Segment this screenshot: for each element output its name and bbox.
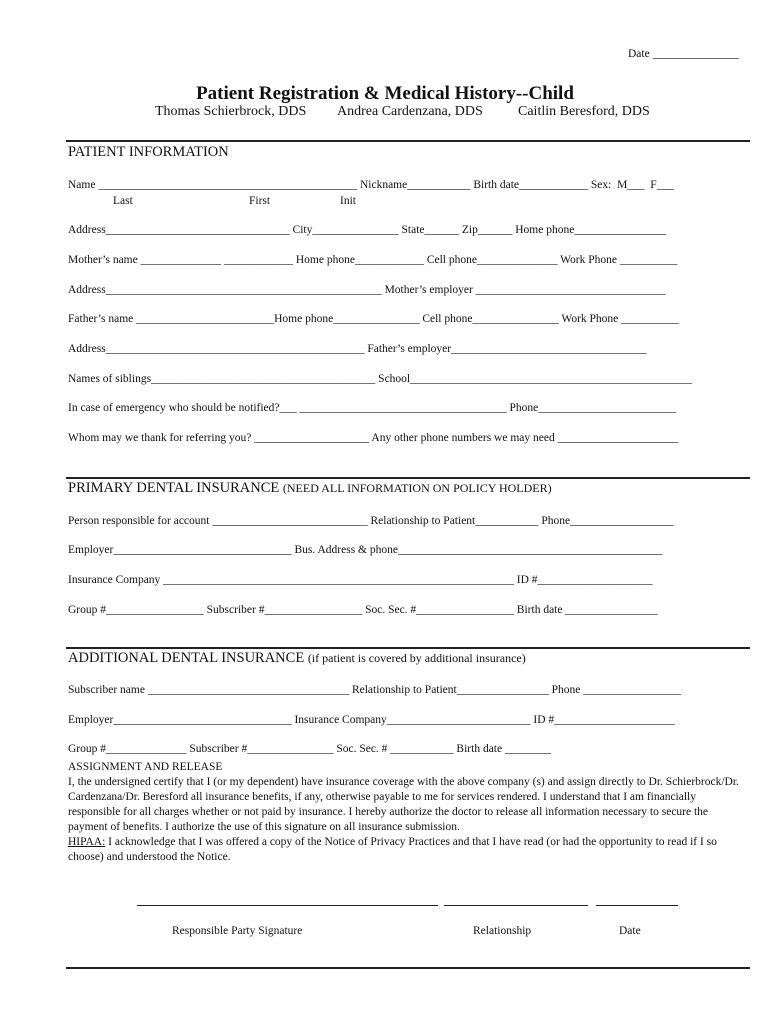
hipaa-text: I acknowledge that I was offered a copy of the Notice of Privacy Practices and that I have read (or had the opportunity to read if I so choose) and understood the Notice.: [68, 836, 717, 863]
section-divider: [66, 140, 750, 142]
relationship-line[interactable]: [444, 905, 588, 906]
responsible-party-label: Responsible Party Signature: [172, 925, 303, 937]
doctor-name-2: Andrea Cardenzana, DDS: [337, 104, 483, 119]
mother-address-field[interactable]: Address________________________________________________ Mother’s employer _________________________________: [68, 284, 666, 296]
name-sublabel-init: Init: [340, 195, 356, 207]
doctor-name-1: Thomas Schierbrock, DDS: [155, 104, 307, 119]
additional-insurance-note: (if patient is covered by additional insurance): [307, 651, 526, 665]
assignment-body: [68, 775, 748, 865]
date-field[interactable]: Date _______________: [628, 48, 739, 60]
father-address-field[interactable]: Address_____________________________________________ Father’s employer__________________________________: [68, 343, 647, 355]
date-label: Date: [619, 925, 641, 937]
insurance-company-field[interactable]: Insurance Company _____________________________________________________________ ID #____________________: [68, 574, 653, 586]
signature-line[interactable]: [137, 905, 438, 906]
additional-group-field[interactable]: Group #______________ Subscriber #_______________ Soc. Sec. # ___________ Birth date ________: [68, 743, 551, 755]
assignment-text: I, the undersigned certify that I (or my dependent) have insurance coverage with the above company (s) and assign directly to Dr. Schierbrock/Dr. Cardenzana/Dr. Beresford all insurance benefits, if any, otherwise payable to me for services rendered. I understand that I am financially responsible for all charges whether or not paid by insurance. I hereby authorize the doctor to release all information necessary to secure the payment of benefits. I authorize the use of this signature on all insurance submission.: [68, 776, 739, 833]
relationship-label: Relationship: [473, 925, 532, 937]
name-sublabel-first: First: [249, 195, 271, 207]
father-name-field[interactable]: Father’s name ________________________Home phone_______________ Cell phone_______________ Work Phone __________: [68, 313, 679, 325]
patient-name-field[interactable]: Name _____________________________________________ Nickname___________ Birth date____________ Sex: M___ F___: [68, 179, 674, 191]
patient-info-heading: PATIENT INFORMATION: [68, 144, 229, 160]
doctor-name-3: Caitlin Beresford, DDS: [518, 104, 650, 119]
group-number-field[interactable]: Group #_________________ Subscriber #_________________ Soc. Sec. #_________________ Birth date ________________: [68, 604, 658, 616]
emergency-contact-field[interactable]: In case of emergency who should be notified?___ ____________________________________ Phone________________________: [68, 402, 677, 414]
siblings-field[interactable]: Names of siblings_______________________________________ School_________________________________________________: [68, 373, 692, 385]
subscriber-name-field[interactable]: Subscriber name ___________________________________ Relationship to Patient________________ Phone _________________: [68, 684, 681, 696]
additional-insurance-heading: ADDITIONAL DENTAL INSURANCE (if patient is covered by additional insurance): [68, 650, 526, 666]
name-sublabel-last: Last: [113, 195, 133, 207]
assignment-heading: ASSIGNMENT AND RELEASE: [68, 761, 223, 773]
primary-insurance-heading: PRIMARY DENTAL INSURANCE (NEED ALL INFORMATION ON POLICY HOLDER): [68, 480, 552, 496]
hipaa-label: HIPAA:: [68, 836, 106, 848]
form-title: Patient Registration & Medical History--Child: [196, 83, 574, 104]
referral-field[interactable]: Whom may we thank for referring you? ____________________ Any other phone numbers we may need _____________________: [68, 432, 679, 444]
section-divider: [66, 647, 750, 649]
primary-insurance-note: (NEED ALL INFORMATION ON POLICY HOLDER): [282, 481, 552, 495]
responsible-person-field[interactable]: Person responsible for account ___________________________ Relationship to Patient___________ Phone__________________: [68, 515, 674, 527]
mother-name-field[interactable]: Mother’s name ______________ ____________ Home phone____________ Cell phone______________ Work Phone __________: [68, 254, 678, 266]
employer-field[interactable]: Employer_______________________________ Bus. Address & phone______________________________________________: [68, 544, 663, 556]
section-divider: [66, 477, 750, 479]
signature-date-line[interactable]: [596, 905, 678, 906]
additional-employer-field[interactable]: Employer_______________________________ Insurance Company_________________________ ID #_____________________: [68, 714, 675, 726]
patient-address-field[interactable]: Address________________________________ City_______________ State______ Zip______ Home phone________________: [68, 224, 667, 236]
bottom-divider: [66, 967, 750, 969]
